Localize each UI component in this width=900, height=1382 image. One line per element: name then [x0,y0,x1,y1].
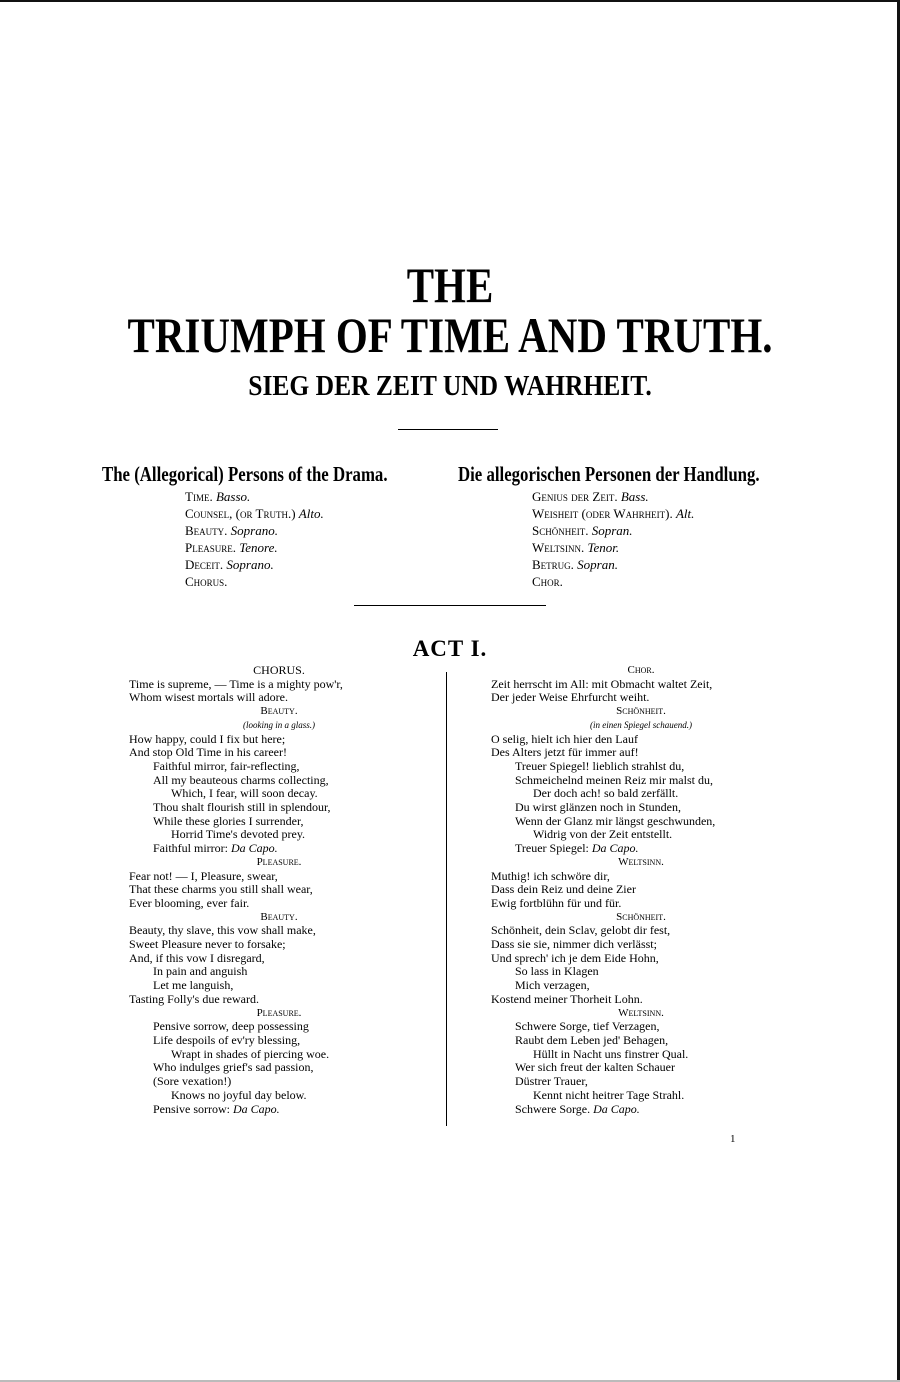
verse-line: And stop Old Time in his career! [129,745,287,760]
persons-list-english [185,488,324,590]
english-person-item [185,556,324,573]
verse-line: Beauty, thy slave, this vow shall make, [129,923,316,938]
libretto-section [491,856,791,911]
person-voice: Soprano. [226,557,274,572]
verse-line: And, if this vow I disregard, [129,950,265,965]
speaker-heading: Pleasure. [256,855,302,868]
speaker-heading: CHORUS. [253,663,305,677]
da-capo-mark: Da Capo. [593,1101,640,1116]
verse-line: Which, I fear, will soon decay. [171,786,318,801]
verse-line: Fear not! — I, Pleasure, swear, [129,868,278,883]
speaker-heading: Weltsinn. [618,855,664,868]
english-person-item [185,488,324,505]
verse-line: Schwere Sorge, tief Verzagen, [515,1019,660,1034]
person-name: Counsel, (or Truth.) [185,506,296,521]
libretto-section [129,856,429,911]
libretto-section [129,705,429,856]
english-person-item [185,505,324,522]
person-name: Betrug. [532,557,574,572]
verse-line: Life despoils of ev'ry blessing, [153,1032,301,1047]
verse-line: Muthig! ich schwöre dir, [491,868,610,883]
verse-line: Ewig fortblühn für und für. [491,895,622,910]
person-name: Beauty. [185,523,228,538]
page-number: 1 [730,1133,736,1145]
speaker-heading: Weltsinn. [618,1006,664,1019]
verse-line: Ever blooming, ever fair. [129,895,250,910]
verse-line: Der doch ach! so bald zerfällt. [533,786,679,801]
title-line-2: TRIUMPH OF TIME AND TRUTH. [127,307,773,363]
verse-line: Pensive sorrow: Da Capo. [153,1101,280,1116]
speaker-heading: Schönheit. [616,705,666,718]
verse-line: That these charms you still shall wear, [129,882,313,897]
libretto-section [491,705,791,856]
da-capo-mark: Da Capo. [591,841,639,856]
person-name: Genius der Zeit. [532,489,618,504]
verse-line: So lass in Klagen [515,964,599,979]
stage-direction: (looking in a glass.) [243,719,315,730]
person-voice: Bass. [620,489,649,504]
verse-line: Kostend meiner Thorheit Lohn. [491,991,643,1006]
verse-line: Faithful mirror: Da Capo. [153,841,278,856]
libretto-section [491,1007,791,1117]
person-name: Chorus. [185,574,228,589]
libretto-section [491,911,791,1007]
german-person-item [532,522,694,539]
person-voice: Soprano. [230,523,278,538]
verse-line: Schmeichelnd meinen Reiz mir malst du, [515,772,713,787]
verse-line: Dass dein Reiz und deine Zier [491,882,636,897]
verse-line: Knows no joyful day below. [171,1087,307,1102]
libretto-section [129,1007,429,1117]
verse-line: Schwere Sorge. Da Capo. [515,1101,640,1116]
verse-line: While these glories I surrender, [153,813,304,828]
german-person-item [532,505,694,522]
verse-line: Und sprech' ich je dem Eide Hohn, [491,950,659,965]
column-divider [446,672,447,1126]
speaker-heading: Pleasure. [256,1006,302,1019]
verse-line: Sweet Pleasure never to forsake; [129,937,286,952]
speaker-heading: Beauty. [260,910,298,923]
page-edge-top [0,0,900,2]
person-name: Schönheit. [532,523,589,538]
person-name: Pleasure. [185,540,236,555]
verse-line: Wenn der Glanz mir längst geschwunden, [515,813,716,828]
person-name: Chor. [532,574,563,589]
verse-line: Zeit herrscht im All: mit Obmacht waltet Zeit, [491,676,713,691]
libretto-section [129,664,429,705]
verse-line: Let me languish, [153,978,234,993]
verse-line: Wrapt in shades of piercing woe. [171,1046,330,1061]
verse-line: (Sore vexation!) [153,1074,232,1089]
persons-list-german [532,488,694,590]
verse-line: Dass sie sie, nimmer dich verlässt; [491,937,657,952]
person-name: Time. [185,489,213,504]
verse-line: Der jeder Weise Ehrfurcht weiht. [491,690,650,705]
da-capo-mark: Da Capo. [231,841,278,856]
libretto-section [491,664,791,705]
verse-line: All my beauteous charms collecting, [153,772,329,787]
act-heading: ACT I. [412,636,488,661]
verse-line: Who indulges grief's sad passion, [153,1060,314,1075]
da-capo-mark: Da Capo. [233,1101,280,1116]
verse-line: Treuer Spiegel! lieblich strahlst du, [515,758,685,773]
verse-line: Raubt dem Leben jed' Behagen, [515,1032,669,1047]
person-name: Deceit. [185,557,224,572]
person-voice: Basso. [215,489,251,504]
verse-line: Schönheit, dein Sclav, gelobt dir fest, [491,923,671,938]
person-voice: Tenor. [587,540,620,555]
verse-line: Treuer Spiegel: Da Capo. [515,841,639,856]
libretto-column-english [129,664,429,1116]
verse-line: Des Alters jetzt für immer auf! [491,745,639,760]
verse-line: Du wirst glänzen noch in Stunden, [515,800,681,815]
verse-line: Horrid Time's devoted prey. [171,827,306,842]
speaker-heading: Beauty. [260,705,298,718]
german-person-item [532,573,694,590]
person-name: Weltsinn. [532,540,585,555]
german-person-item [532,556,694,573]
english-person-item [185,522,324,539]
persons-divider [354,605,546,606]
verse-line: Kennt nicht heitrer Tage Strahl. [533,1087,685,1102]
person-voice: Alto. [298,506,324,521]
person-voice: Sopran. [591,523,633,538]
speaker-heading: Chor. [627,664,655,676]
verse-line: Tasting Folly's due reward. [129,991,259,1006]
verse-line: Widrig von der Zeit entstellt. [533,827,673,842]
libretto-column-german [491,664,791,1116]
english-person-item [185,573,324,590]
speaker-heading: Schönheit. [616,910,666,923]
verse-line: Whom wisest mortals will adore. [129,690,288,705]
verse-line: Düstrer Trauer, [515,1074,588,1089]
title-divider [398,429,498,430]
verse-line: Hüllt in Nacht uns finstrer Qual. [533,1046,689,1061]
title-line-3-german: SIEG DER ZEIT UND WAHRHEIT. [248,370,652,402]
verse-line: O selig, hielt ich hier den Lauf [491,731,638,746]
title-line-1: THE [406,257,494,313]
person-voice: Tenore. [239,540,278,555]
persons-heading-german: Die allegorischen Personen der Handlung. [458,462,760,486]
german-person-item [532,488,694,505]
person-voice: Alt. [675,506,695,521]
german-person-item [532,539,694,556]
verse-line: Faithful mirror, fair-reflecting, [153,758,300,773]
verse-line: In pain and anguish [153,964,248,979]
verse-line: Wer sich freut der kalten Schauer [515,1060,675,1075]
person-voice: Sopran. [577,557,618,572]
verse-line: Thou shalt flourish still in splendour, [153,800,331,815]
verse-line: Time is supreme, — Time is a mighty pow'r, [129,676,343,691]
libretto-section [129,911,429,1007]
person-name: Weisheit (oder Wahrheit). [532,506,673,521]
verse-line: Pensive sorrow, deep possessing [153,1019,309,1034]
persons-heading-english: The (Allegorical) Persons of the Drama. [102,462,388,486]
verse-line: How happy, could I fix but here; [129,731,286,746]
english-person-item [185,539,324,556]
stage-direction: (in einen Spiegel schauend.) [590,719,692,730]
verse-line: Mich verzagen, [515,978,590,993]
